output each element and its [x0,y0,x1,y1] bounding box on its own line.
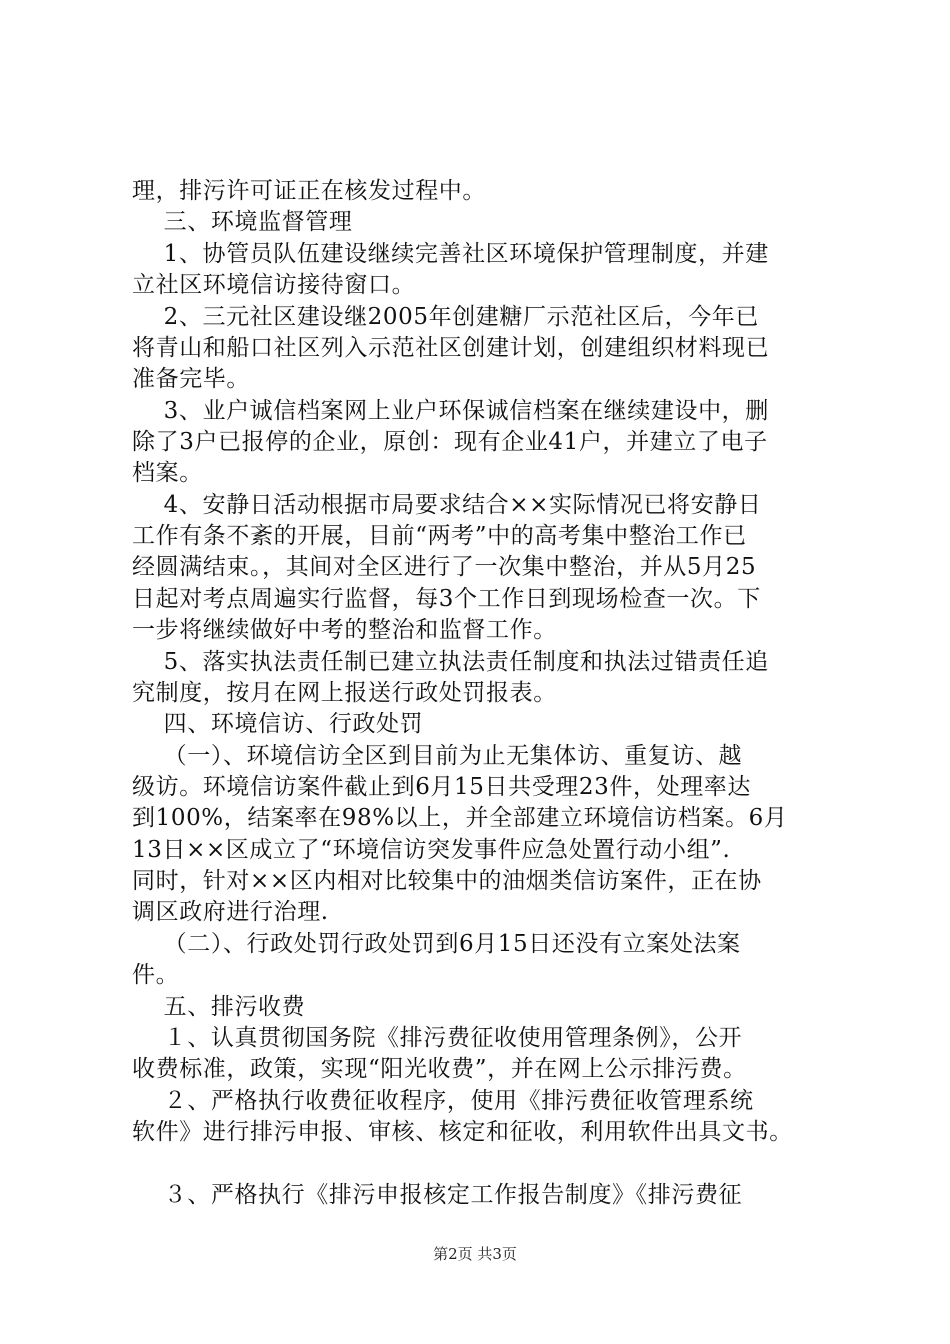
text-line: 收费标准，政策，实现“阳光收费”，并在网上公示排污费。 [132,1056,747,1082]
text-line: （二）、行政处罚行政处罚到6月15日还没有立案处法案 [132,931,741,957]
text-line: 软件》进行排污申报、审核、核定和征收，利用软件出具文书。 [132,1119,793,1145]
text-line: 理，排污许可证正在核发过程中。 [132,178,486,204]
text-line: 调区政府进行治理. [132,899,329,925]
section-heading: 三、环境监督管理 [132,209,353,235]
text-line: ２、严格执行收费征收程序，使用《排污费征收管理系统 [132,1088,754,1114]
text-line: 工作有条不紊的开展，目前“两考”中的高考集中整治工作已 [132,523,747,549]
text-line: 究制度，按月在网上报送行政处罚报表。 [132,680,557,706]
text-line: 3、业户诚信档案网上业户环保诚信档案在继续建设中，删 [132,398,769,424]
text-line: 档案。 [132,460,203,486]
section-heading: 四、环境信访、行政处罚 [132,711,424,737]
text-line: 一步将继续做好中考的整治和监督工作。 [132,617,557,643]
text-line: １、认真贯彻国务院《排污费征收使用管理条例》，公开 [132,1025,743,1051]
text-line: 将青山和船口社区列入示范社区创建计划，创建组织材料现已 [132,335,770,361]
text-line: 13日××区成立了“环境信访突发事件应急处置行动小组”. [132,837,731,863]
text-line: 到100%，结案率在98%以上，并全部建立环境信访档案。6月 [132,805,788,831]
text-line: 2、三元社区建设继2005年创建糖厂示范社区后，今年已 [132,304,760,330]
text-line: 1、协管员队伍建设继续完善社区环境保护管理制度，并建 [132,241,769,267]
text-line: 准备完毕。 [132,366,250,392]
text-line: ３、严格执行《排污申报核定工作报告制度》《排污费征 [132,1182,743,1208]
text-line: 日起对考点周遍实行监督，每3个工作日到现场检查一次。下 [132,586,761,612]
section-heading: 五、排污收费 [132,994,306,1020]
text-line: 件。 [132,962,180,988]
text-line: 除了3户已报停的企业，原创：现有企业41户，并建立了电子 [132,429,768,455]
text-line: 5、落实执法责任制已建立执法责任制度和执法过错责任追 [132,649,769,675]
page-footer: 第2页 共3页 [433,1245,517,1263]
text-line: 同时，针对××区内相对比较集中的油烟类信访案件，正在协 [132,868,762,894]
text-line: 4、安静日活动根据市局要求结合××实际情况已将安静日 [132,492,762,518]
text-line: 经圆满结束。，其间对全区进行了一次集中整治，并从5月25 [132,554,757,580]
text-line: 立社区环境信访接待窗口。 [132,272,416,298]
text-line: 级访。环境信访案件截止到6月15日共受理23件，处理率达 [132,774,751,800]
text-line: （一）、环境信访全区到目前为止无集体访、重复访、越 [132,743,743,769]
